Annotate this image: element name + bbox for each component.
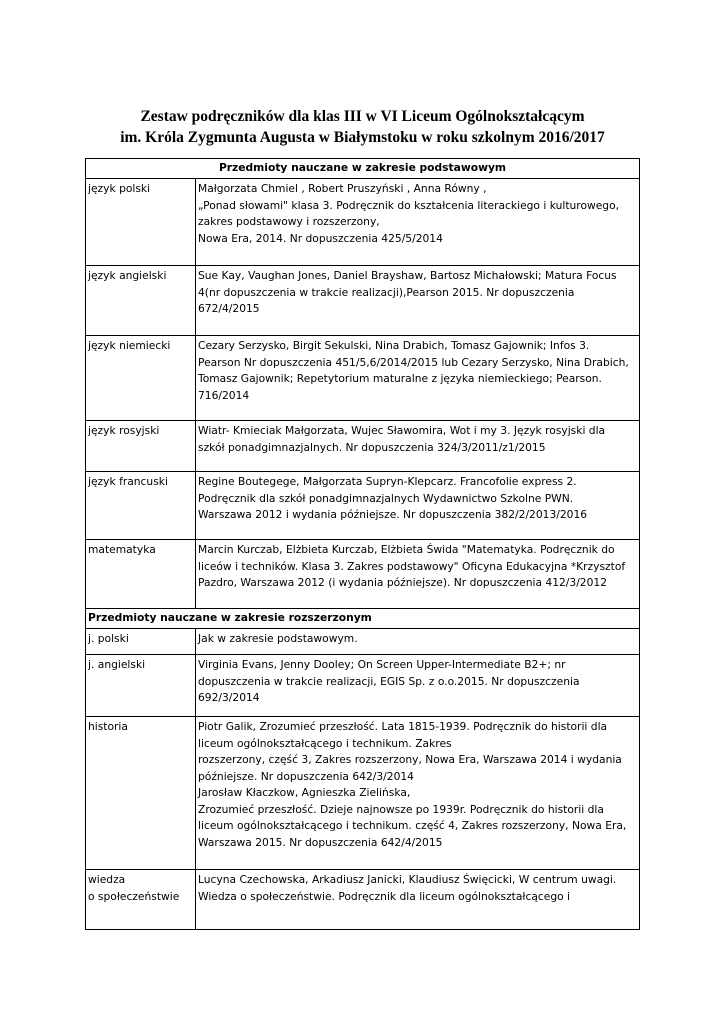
textbook-line: Marcin Kurczab, Elżbieta Kurczab, Elżbieta Świda "Matematyka. Podręcznik do [198,543,615,556]
table-row [86,472,640,540]
table-row [86,540,640,609]
table-row [86,179,640,266]
textbook-line: Sue Kay, Vaughan Jones, Daniel Brayshaw, Bartosz Michałowski; Matura Focus [198,269,617,282]
table-row [86,870,640,930]
textbook-line: 672/4/2015 [198,302,260,315]
textbook-line: dopuszczenia w trakcie realizacji, EGIS Sp. z o.o.2015. Nr dopuszczenia [198,674,580,688]
textbook-line: Virginia Evans, Jenny Dooley; On Screen Upper-Intermediate B2+; nr [198,658,566,671]
textbook-line: Cezary Serzysko, Birgit Sekulski, Nina Drabich, Tomasz Gajownik; Infos 3. [198,339,590,352]
title-line-1: Zestaw podręczników dla klas III w VI Liceum Ogólnokształcącym [140,108,585,125]
textbook-cell [196,540,640,609]
subject-cell [86,629,196,655]
textbook-line: Pazdro, Warszawa 2012 (i wydania późniejsze). Nr dopuszczenia 412/3/2012 [198,576,607,589]
table-row [86,421,640,472]
table-row [86,336,640,421]
subject-cell [86,266,196,336]
textbook-line: Warszawa 2012 i wydania późniejsze. Nr dopuszczenia 382/2/2013/2016 [198,508,588,521]
textbook-cell [196,629,640,655]
textbook-line: Piotr Galik, Zrozumieć przeszłość. Lata 1815-1939. Podręcznik do historii dla [198,720,608,733]
subject-cell [86,472,196,540]
subject-name: język francuski [88,475,168,488]
subject-name: historia [88,720,128,733]
textbook-line: Wiedza o społeczeństwie. Podręcznik dla liceum ogólnokształcącego i [198,889,571,903]
subject-cell [86,179,196,266]
textbook-line: Małgorzata Chmiel , Robert Pruszyński , Anna Równy , [198,182,487,195]
textbook-line: zakres podstawowy i rozszerzony, [198,215,380,228]
subject-cell [86,655,196,717]
section-heading: Przedmioty nauczane w zakresie rozszerzonym [86,609,640,629]
textbook-line: Pearson Nr dopuszczenia 451/5,6/2014/2015 lub Cezary Serzysko, Nina Drabich, [198,355,629,369]
textbook-cell [196,717,640,870]
textbook-line: liceum ogólnokształcącego i technikum. część 4, Zakres rozszerzony, Nowa Era, [198,819,627,832]
textbook-line: późniejsze. Nr dopuszczenia 642/3/2014 [198,769,414,783]
table-row [86,717,640,870]
subject-cell [86,717,196,870]
subject-cell [86,421,196,472]
textbook-cell [196,421,640,472]
subject-name: język polski [88,182,151,195]
textbook-cell [196,179,640,266]
subject-cell [86,870,196,930]
document-title [0,106,725,148]
textbook-line: 716/2014 [198,388,250,402]
textbook-line: Zrozumieć przeszłość. Dzieje najnowsze po 1939r. Podręcznik do historii dla [198,802,604,816]
table-row [86,629,640,655]
textbook-line: 692/3/2014 [198,691,260,704]
textbook-line: Lucyna Czechowska, Arkadiusz Janicki, Klaudiusz Święcicki, W centrum uwagi. [198,873,617,886]
textbook-cell [196,870,640,930]
textbook-line: liceum ogólnokształcącego i technikum. Zakres [198,736,452,750]
textbook-cell [196,336,640,421]
textbook-cell [196,655,640,717]
textbook-line: Jak w zakresie podstawowym. [198,632,358,645]
textbook-cell [196,266,640,336]
subject-name: język niemiecki [88,339,171,352]
textbook-line: rozszerzony, część 3, Zakres rozszerzony, Nowa Era, Warszawa 2014 i wydania [198,753,622,766]
subject-name: o społeczeństwie [88,889,180,903]
subject-name: matematyka [88,543,156,556]
textbook-line: Jarosław Kłaczkow, Agnieszka Zielińska, [198,786,411,799]
table-row [86,266,640,336]
subject-name: j. angielski [88,658,146,671]
textbook-line: Warszawa 2015. Nr dopuszczenia 642/4/2015 [198,835,443,849]
section-header-row [86,609,640,629]
subject-name: język rosyjski [88,424,160,437]
textbook-line: Tomasz Gajownik; Repetytorium maturalne z języka niemieckiego; Pearson. [198,372,602,385]
textbook-line: Regine Boutegege, Małgorzata Supryn-Klepcarz. Francofolie express 2. [198,475,577,488]
textbook-table [85,158,640,930]
subject-name: język angielski [88,269,167,282]
textbook-line: Podręcznik dla szkół ponadgimnazjalnych Wydawnictwo Szkolne PWN. [198,491,574,505]
subject-name: wiedza [88,873,126,886]
subject-cell [86,336,196,421]
textbook-line: Nowa Era, 2014. Nr dopuszczenia 425/5/2014 [198,231,443,245]
textbook-line: 4(nr dopuszczenia w trakcie realizacji),Pearson 2015. Nr dopuszczenia [198,285,575,299]
textbook-line: liceów i techników. Klasa 3. Zakres podstawowy" Oficyna Edukacyjna *Krzysztof [198,559,626,573]
textbook-line: szkół ponadgimnazjalnych. Nr dopuszczenia 324/3/2011/z1/2015 [198,440,546,454]
subject-name: j. polski [88,632,129,645]
title-line-2: im. Króla Zygmunta Augusta w Białymstoku w roku szkolnym 2016/2017 [120,129,605,146]
textbook-cell [196,472,640,540]
section-header-row [86,159,640,179]
subject-cell [86,540,196,609]
section-heading: Przedmioty nauczane w zakresie podstawowym [86,159,640,179]
table-row [86,655,640,717]
textbook-line: Wiatr- Kmieciak Małgorzata, Wujec Sławomira, Wot i my 3. Język rosyjski dla [198,424,606,437]
textbook-line: „Ponad słowami" klasa 3. Podręcznik do kształcenia literackiego i kulturowego, [198,198,620,212]
